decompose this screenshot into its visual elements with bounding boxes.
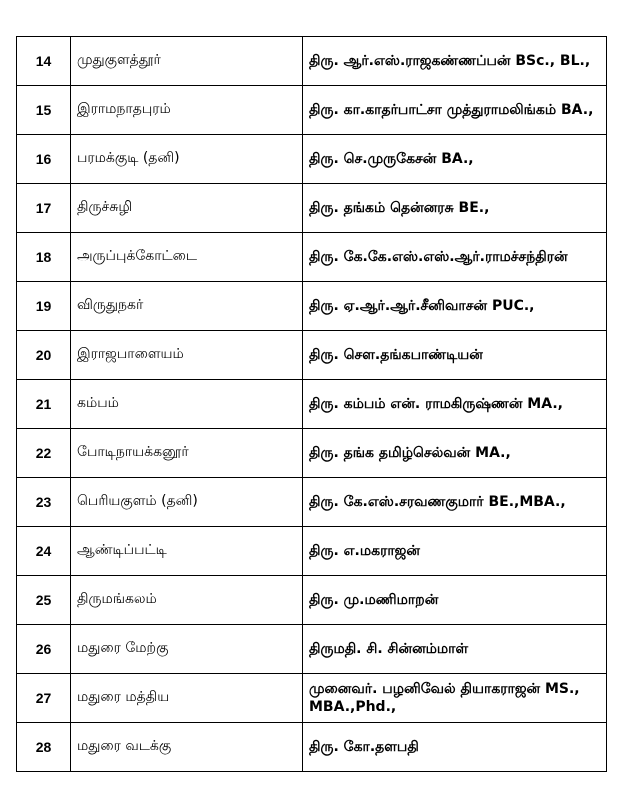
candidate-name: திரு. எ.மகராஜன் [303, 527, 607, 576]
candidate-name: திரு. தங்கம் தென்னரசு BE., [303, 184, 607, 233]
table-row [17, 723, 607, 772]
candidate-name: திரு. கே.கே.எஸ்.எஸ்.ஆர்.ராமச்சந்திரன் [303, 233, 607, 282]
candidate-name: திரு. மு.மணிமாறன் [303, 576, 607, 625]
table-row [17, 37, 607, 86]
candidate-name: திரு. செ.முருகேசன் BA., [303, 135, 607, 184]
serial-number: 20 [17, 331, 71, 380]
table-row [17, 527, 607, 576]
table-row [17, 429, 607, 478]
constituency-name: முதுகுளத்தூர் [71, 37, 303, 86]
candidate-name: திரு. கம்பம் என். ராமகிருஷ்ணன் MA., [303, 380, 607, 429]
serial-number: 14 [17, 37, 71, 86]
constituency-name: அருப்புக்கோட்டை [71, 233, 303, 282]
table-row [17, 86, 607, 135]
candidate-name: திரு. கோ.தளபதி [303, 723, 607, 772]
constituency-name: திருமங்கலம் [71, 576, 303, 625]
table-row [17, 380, 607, 429]
serial-number: 21 [17, 380, 71, 429]
constituency-name: பெரியகுளம் (தனி) [71, 478, 303, 527]
constituency-name: இராமநாதபுரம் [71, 86, 303, 135]
serial-number: 27 [17, 674, 71, 723]
table-row [17, 282, 607, 331]
candidate-name: திரு. கா.காதர்பாட்சா முத்துராமலிங்கம் BA., [303, 86, 607, 135]
constituency-name: போடிநாயக்கனூர் [71, 429, 303, 478]
table-row [17, 625, 607, 674]
constituency-name: பரமக்குடி (தனி) [71, 135, 303, 184]
table-row [17, 233, 607, 282]
candidate-name: திரு. தங்க தமிழ்செல்வன் MA., [303, 429, 607, 478]
constituency-name: இராஜபாளையம் [71, 331, 303, 380]
serial-number: 16 [17, 135, 71, 184]
constituency-name: திருச்சுழி [71, 184, 303, 233]
serial-number: 17 [17, 184, 71, 233]
candidate-name: முனைவர். பழனிவேல் தியாகராஜன் MS., MBA.,Phd., [303, 674, 607, 723]
serial-number: 25 [17, 576, 71, 625]
serial-number: 18 [17, 233, 71, 282]
constituency-name: மதுரை மேற்கு [71, 625, 303, 674]
table-row [17, 184, 607, 233]
serial-number: 23 [17, 478, 71, 527]
table-row [17, 478, 607, 527]
constituency-name: விருதுநகர் [71, 282, 303, 331]
candidate-name: திரு. ஏ.ஆர்.ஆர்.சீனிவாசன் PUC., [303, 282, 607, 331]
serial-number: 24 [17, 527, 71, 576]
candidate-name: திருமதி. சி. சின்னம்மாள் [303, 625, 607, 674]
constituency-name: மதுரை மத்திய [71, 674, 303, 723]
serial-number: 15 [17, 86, 71, 135]
candidate-name: திரு. கே.எஸ்.சரவணகுமார் BE.,MBA., [303, 478, 607, 527]
serial-number: 19 [17, 282, 71, 331]
table-row [17, 135, 607, 184]
serial-number: 22 [17, 429, 71, 478]
serial-number: 26 [17, 625, 71, 674]
candidate-table-container [16, 36, 606, 772]
constituency-name: மதுரை வடக்கு [71, 723, 303, 772]
constituency-name: ஆண்டிப்பட்டி [71, 527, 303, 576]
constituency-name: கம்பம் [71, 380, 303, 429]
candidate-name: திரு. செள.தங்கபாண்டியன் [303, 331, 607, 380]
table-row [17, 331, 607, 380]
serial-number: 28 [17, 723, 71, 772]
candidate-table [16, 36, 607, 772]
table-row [17, 674, 607, 723]
table-row [17, 576, 607, 625]
candidate-name: திரு. ஆர்.எஸ்.ராஜகண்ணப்பன் BSc., BL., [303, 37, 607, 86]
